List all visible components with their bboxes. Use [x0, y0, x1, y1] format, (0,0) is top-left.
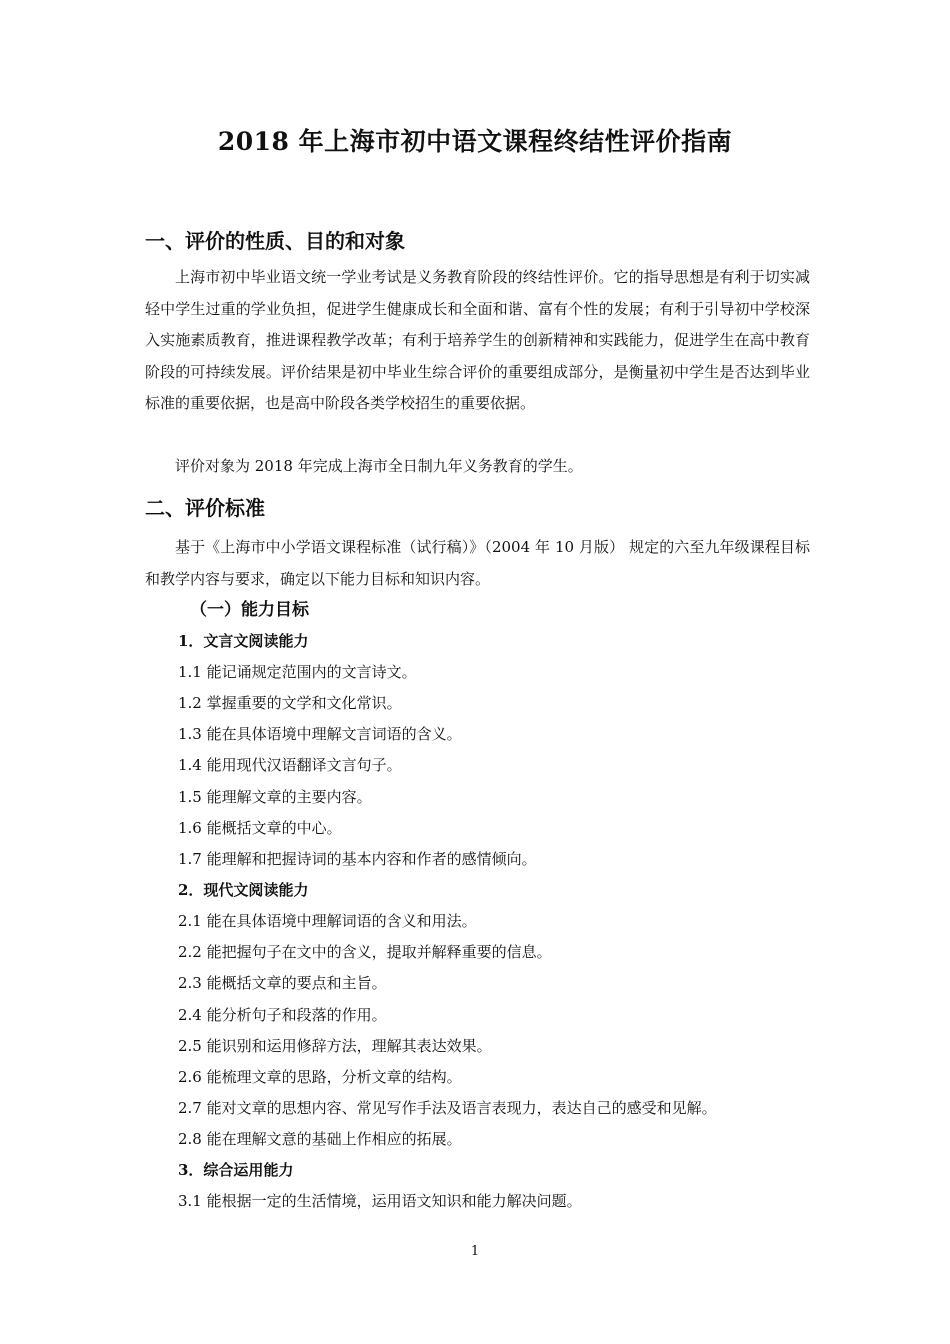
group-heading-modern-reading: 2．现代文阅读能力 [178, 881, 309, 899]
list-item: 1.6 能概括文章的中心。 [178, 819, 342, 837]
list-item: 1.3 能在具体语境中理解文言词语的含义。 [178, 725, 462, 743]
section1-paragraph-2: 评价对象为 2018 年完成上海市全日制九年义务教育的学生。 [175, 457, 583, 475]
group-heading-classical-reading: 1．文言文阅读能力 [178, 632, 309, 650]
section1-paragraph-1: 上海市初中毕业语文统一学业考试是义务教育阶段的终结性评价。它的指导思想是有利于切实减轻中学生过重的学业负担，促进学生健康成长和全面和谐、富有个性的发展；有利于引导初中学校深入实施素质教育，推进课程教学改革；有利于培养学生的创新精神和实践能力，促进学生在高中教育阶段的可持续发展。评价结果是初中毕业生综合评价的重要组成部分，是衡量初中学生是否达到毕业标准的重要依据，也是高中阶段各类学校招生的重要依据。 [145, 268, 810, 412]
list-item: 1.5 能理解文章的主要内容。 [178, 788, 372, 806]
list-item: 2.2 能把握句子在文中的含义，提取并解释重要的信息。 [178, 943, 552, 961]
list-item: 2.1 能在具体语境中理解词语的含义和用法。 [178, 912, 477, 930]
list-item: 1.4 能用现代汉语翻译文言句子。 [178, 756, 402, 774]
section-heading-1: 一、评价的性质、目的和对象 [145, 229, 405, 253]
list-item: 1.1 能记诵规定范围内的文言诗文。 [178, 663, 417, 681]
list-item: 2.8 能在理解文意的基础上作相应的拓展。 [178, 1130, 462, 1148]
list-item: 2.3 能概括文章的要点和主旨。 [178, 974, 387, 992]
section-heading-2: 二、评价标准 [145, 496, 265, 520]
list-item: 1.7 能理解和把握诗词的基本内容和作者的感情倾向。 [178, 850, 537, 868]
group-heading-integrated-ability: 3．综合运用能力 [178, 1161, 294, 1179]
list-item: 2.7 能对文章的思想内容、常见写作手法及语言表现力，表达自己的感受和见解。 [178, 1099, 717, 1117]
list-item: 2.4 能分析句子和段落的作用。 [178, 1006, 387, 1024]
section2-paragraph-1: 基于《上海市中小学语文课程标准（试行稿）》（2004 年 10 月版） 规定的六至九年级课程目标和教学内容与要求，确定以下能力目标和知识内容。 [145, 538, 810, 588]
list-item: 1.2 掌握重要的文学和文化常识。 [178, 694, 402, 712]
subsection-heading-ability-goals: （一）能力目标 [190, 600, 309, 620]
list-item: 2.6 能梳理文章的思路，分析文章的结构。 [178, 1068, 462, 1086]
list-item: 2.5 能识别和运用修辞方法，理解其表达效果。 [178, 1037, 492, 1055]
list-item: 3.1 能根据一定的生活情境，运用语文知识和能力解决问题。 [178, 1192, 582, 1210]
document-title: 2018 年上海市初中语文课程终结性评价指南 [217, 127, 733, 156]
page-number: 1 [470, 1244, 480, 1259]
